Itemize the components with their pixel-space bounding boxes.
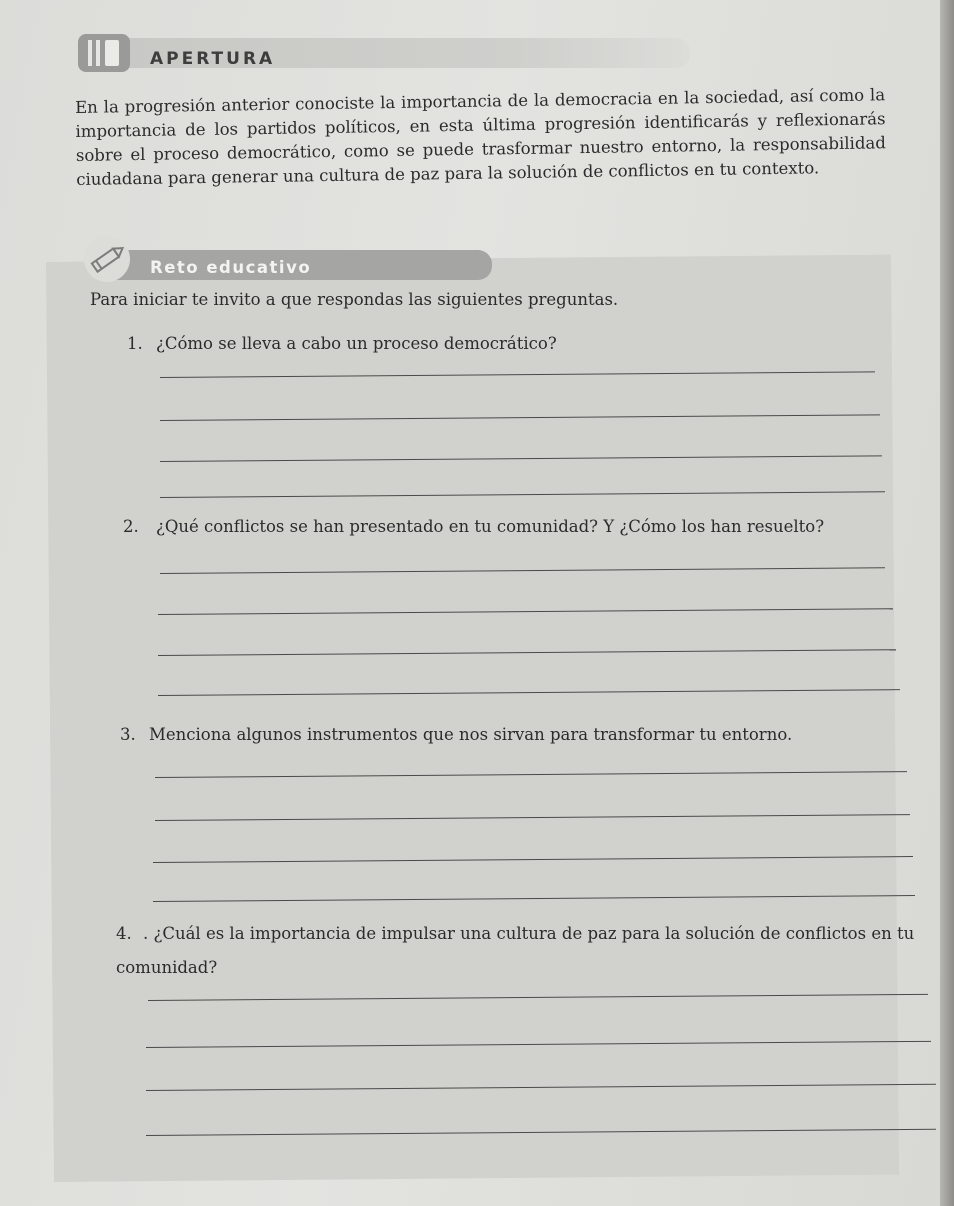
page-edge <box>940 0 954 1206</box>
book-icon <box>78 34 130 72</box>
question-number: 2. <box>123 517 139 536</box>
question-2 <box>123 510 824 544</box>
question-text: Menciona algunos instrumentos que nos sirvan para transformar tu entorno. <box>149 725 793 744</box>
question-text: ¿Qué conflictos se han presentado en tu comunidad? Y ¿Cómo los han resuelto? <box>156 517 825 536</box>
question-number: 3. <box>120 725 136 744</box>
question-number: 1. <box>127 334 143 353</box>
pencil-icon <box>84 236 130 282</box>
question-1 <box>127 327 557 361</box>
question-number: 4. <box>116 924 132 943</box>
challenge-intro: Para iniciar te invito a que respondas las siguientes preguntas. <box>90 290 619 309</box>
section-title: APERTURA <box>150 49 276 69</box>
question-3 <box>120 718 792 752</box>
question-text: . ¿Cuál es la importancia de impulsar una cultura de paz para la solución de conflictos en tu comunidad? <box>116 924 915 977</box>
question-text: ¿Cómo se lleva a cabo un proceso democrático? <box>156 334 557 353</box>
question-4 <box>116 917 926 985</box>
challenge-title: Reto educativo <box>150 258 312 277</box>
intro-paragraph: En la progresión anterior conociste la importancia de la democracia en la sociedad, así como la importancia de los partidos políticos, en esta última progresión identificarás y reflexionarás sobre el proceso democrático, como se puede trasformar nuestro entorno, la responsabilidad ciudadana para generar una cultura de paz para la solución de conflictos en tu contexto. <box>75 85 886 189</box>
